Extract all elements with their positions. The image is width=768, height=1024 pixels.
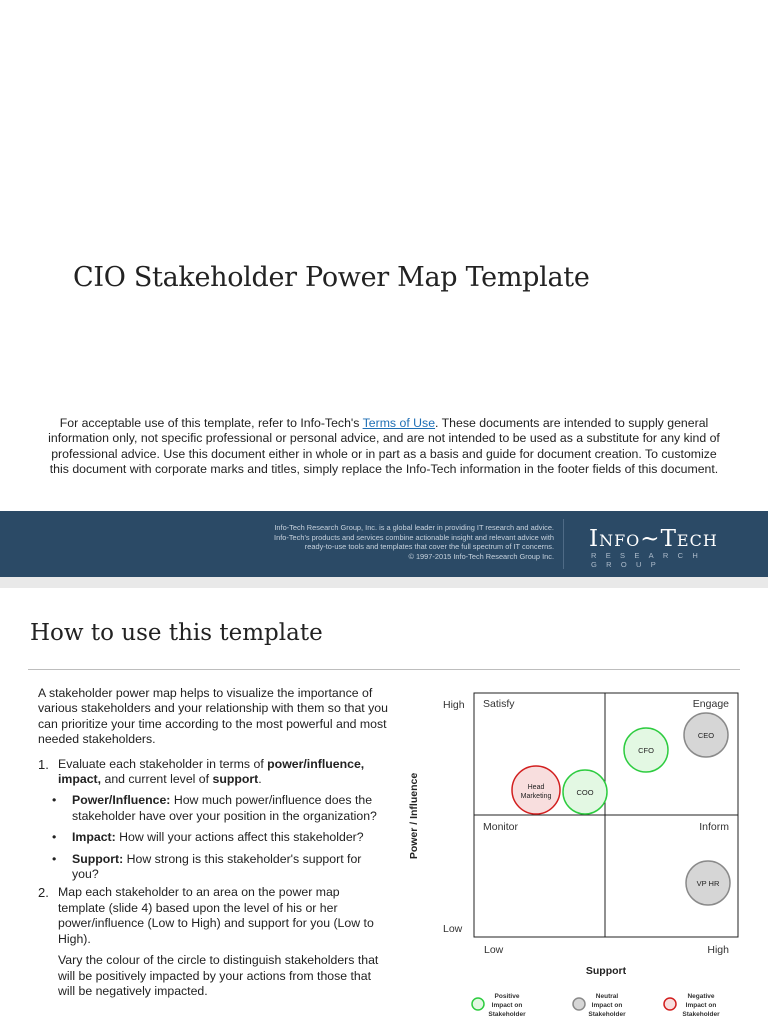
heading-divider	[28, 669, 740, 670]
page-title: CIO Stakeholder Power Map Template	[73, 262, 590, 293]
step-number: 1.	[38, 756, 49, 772]
intro-paragraph: A stakeholder power map helps to visualize the importance of various stakeholders and your relationship with them so that you can prioritize your time according to the most powerful and most needed stakeholders.	[38, 686, 388, 747]
legend-negative-l2: Impact on	[685, 1002, 717, 1009]
legend-positive-swatch	[472, 998, 484, 1010]
bullet-label: Support:	[72, 851, 124, 866]
terms-of-use-link[interactable]: Terms of Use	[362, 416, 436, 430]
stakeholder-head-marketing	[512, 766, 560, 814]
logo-wordmark: Info~Tech	[589, 526, 718, 552]
legend-positive-l2: Impact on	[491, 1002, 523, 1009]
step-1	[38, 757, 390, 788]
cfo-label: CFO	[638, 746, 654, 755]
step-1-text-a: Evaluate each stakeholder in terms of	[58, 756, 268, 771]
stakeholder-coo	[563, 770, 607, 814]
disclaimer-after: . These documents are intended to supply general information only, not specific professional or personal advice, and are not intended to be used as a substitute for any kind of professional advice. Use this document either in whole or in part as a basis and guide for document creation. To customize this document with corporate marks and titles, simply replace the Info-Tech information in the footer fields of this document.	[48, 416, 720, 477]
disclaimer-before: For acceptable use of this template, refer to Info-Tech's	[59, 416, 363, 430]
instructions	[38, 686, 390, 999]
y-low-label: Low	[443, 923, 463, 935]
step-1-text-c: and current level of	[101, 772, 213, 787]
bullet-dot: •	[52, 793, 57, 808]
x-axis-label: Support	[585, 965, 627, 977]
head-marketing-label-line2: Marketing	[520, 793, 552, 800]
legend-neutral	[573, 993, 626, 1018]
footer-band	[0, 511, 768, 577]
footer-line: Info-Tech's products and services combine actionable insight and relevant advice with	[274, 532, 554, 542]
y-high-label: High	[443, 699, 465, 711]
vp-hr-label: VP HR	[696, 879, 720, 888]
section-heading: How to use this template	[30, 620, 323, 646]
coo-label: COO	[576, 788, 594, 797]
head-marketing-label-line1: Head	[527, 784, 545, 791]
legend-neutral-swatch	[573, 998, 585, 1010]
legend-negative-l3: Stakeholder	[682, 1011, 720, 1018]
x-high-label: High	[707, 944, 729, 956]
footer-line: Info-Tech Research Group, Inc. is a global leader in providing IT research and advice.	[274, 523, 554, 532]
info-tech-logo	[589, 526, 718, 552]
bullet-dot: •	[52, 851, 57, 866]
legend-positive-l3: Stakeholder	[488, 1011, 526, 1018]
footer-line: © 1997-2015 Info-Tech Research Group Inc.	[408, 551, 554, 561]
step-1-text-b: power/influence, impact,	[58, 756, 365, 787]
legend-negative	[664, 993, 720, 1018]
power-map-svg	[400, 692, 750, 1024]
step-1-text-e: .	[258, 772, 262, 787]
ceo-label: CEO	[697, 731, 715, 740]
step-number: 2.	[38, 885, 49, 901]
bullet-dot: •	[52, 830, 57, 845]
x-low-label: Low	[484, 944, 504, 956]
legend-neutral-l3: Stakeholder	[588, 1011, 626, 1018]
step-1-text	[58, 757, 390, 788]
bullet-impact	[49, 830, 390, 845]
bullet-power	[49, 793, 390, 824]
stakeholder-ceo	[684, 713, 728, 757]
power-map-diagram	[400, 692, 750, 1024]
legend-neutral-l1: Neutral	[595, 993, 619, 1000]
legend-neutral-l2: Impact on	[591, 1002, 623, 1009]
stakeholder-cfo	[624, 728, 668, 772]
y-axis-label: Power / Influence	[408, 772, 420, 860]
bullet-support	[49, 852, 390, 883]
step-1-text-d: support	[212, 772, 259, 787]
quadrant-satisfy: Satisfy	[483, 698, 515, 710]
footer-about-text	[274, 523, 554, 561]
bullet-text: How will your actions affect this stakeholder?	[115, 830, 364, 845]
legend-negative-swatch	[664, 998, 676, 1010]
step-2-text: Map each stakeholder to an area on the power map template (slide 4) based upon the level of his or her power/influence (Low to High) and support for you (Low to High).	[58, 885, 374, 946]
disclaimer-text	[40, 416, 728, 478]
legend-negative-l1: Negative	[687, 993, 715, 1000]
footer-divider	[563, 519, 564, 569]
stakeholder-vp-hr	[686, 861, 730, 905]
legend-positive-l1: Positive	[494, 993, 520, 1000]
logo-subtitle: RESEARCH GROUP	[591, 551, 708, 569]
bullet-text: How much power/influence does the stakeholder have over your position in the organization?	[72, 793, 377, 823]
quadrant-inform: Inform	[699, 821, 729, 833]
footer-line: ready-to-use tools and templates that cover the full spectrum of IT concerns.	[304, 542, 554, 552]
step-2-note: Vary the colour of the circle to distinguish stakeholders that will be positively impacted by your actions from those that will be negatively impacted.	[58, 953, 379, 998]
step-2	[38, 885, 390, 947]
bullet-label: Impact:	[72, 830, 116, 845]
quadrant-monitor: Monitor	[483, 821, 519, 833]
bullet-label: Power/Influence:	[72, 793, 171, 808]
legend-positive	[472, 993, 526, 1018]
quadrant-engage: Engage	[692, 698, 729, 710]
bullet-text: How strong is this stakeholder's support for you?	[72, 851, 362, 882]
